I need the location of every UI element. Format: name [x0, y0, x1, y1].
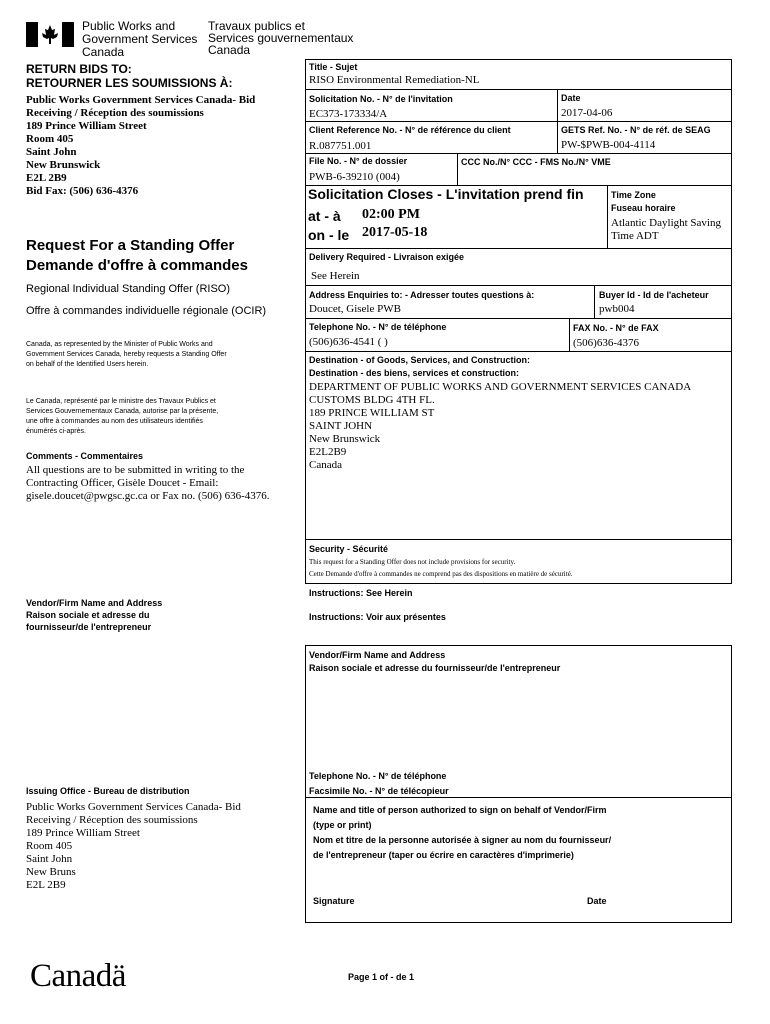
vendor-facsimile-label: Facsimile No. - N° de télécopieur	[309, 786, 449, 796]
security-text-en: This request for a Standing Offer does not include provisions for security.	[309, 558, 516, 566]
vendor-firm-label-en: Vendor/Firm Name and Address	[309, 650, 446, 660]
gets-ref-label: GETS Ref. No. - N° de réf. de SEAG	[561, 125, 711, 135]
comments-label: Comments - Commentaires	[26, 451, 144, 461]
fax-label: FAX No. - N° de FAX	[573, 323, 659, 333]
instructions-en: Instructions: See Herein	[309, 588, 413, 598]
authorized-signer-label: Name and title of person authorized to sign on behalf of Vendor/Firm (type or print) Nom et titre de la personne autorisée à signer au nom du fournisseur/ de l'entrepreneur (taper ou écrire en caractères d'imprimerie)	[313, 805, 612, 860]
signature-label: Signature	[313, 896, 355, 906]
buyer-id-label: Buyer Id - Id de l'acheteur	[599, 290, 709, 300]
at-label: at - à	[308, 208, 341, 224]
client-ref-label: Client Reference No. - N° de référence du client	[309, 125, 511, 135]
fax-value: (506)636-4376	[573, 337, 639, 349]
comments-text: All questions are to be submitted in writing to the Contracting Officer, Gisèle Doucet - Email: gisele.doucet@pwgsc.gc.ca or Fax no. (506) 636-4376.	[26, 464, 270, 502]
destination-label-en: Destination - of Goods, Services, and Construction:	[309, 355, 531, 365]
file-no-value: PWB-6-39210 (004)	[309, 171, 400, 183]
solicitation-no-value: EC373-173334/A	[309, 108, 388, 120]
issuing-office-label: Issuing Office - Bureau de distribution	[26, 786, 190, 796]
page-title: Request For a Standing Offer Demande d'offre à commandes	[26, 237, 248, 274]
vendor-firm-box	[305, 645, 732, 923]
destination-label-fr: Destination - des biens, services et construction:	[309, 368, 520, 378]
request-subtitle-en: Regional Individual Standing Offer (RISO)	[26, 283, 231, 295]
buyer-id-value: pwb004	[599, 303, 635, 315]
signature-date-label: Date	[587, 896, 607, 906]
gets-ref-value: PW-$PWB-004-4114	[561, 139, 656, 151]
request-subtitle-fr: Offre à commandes individuelle régionale (OCIR)	[26, 305, 267, 317]
canada-flag-icon	[26, 22, 74, 47]
security-text-fr: Cette Demande d'offre à commandes ne comprend pas des dispositions en matière de sécurité.	[309, 570, 573, 578]
address-enquiries-value: Doucet, Gisele PWB	[309, 303, 401, 315]
canada-wordmark-logo: Canadä	[30, 958, 126, 994]
return-bids-title: RETURN BIDS TO: RETOURNER LES SOUMISSIONS À:	[26, 62, 233, 90]
solicitation-closes-title: Solicitation Closes - L'invitation prend fin	[308, 186, 584, 202]
solicitation-no-label: Solicitation No. - N° de l'invitation	[309, 94, 453, 104]
department-name-en: Public Works and Government Services Canada	[82, 19, 198, 59]
vendor-firm-label-fr: Raison sociale et adresse du fournisseur/de l'entrepreneur	[309, 663, 561, 673]
intro-text-en: Canada, as represented by the Minister of Public Works and Government Services Canada, hereby requests a Standing Offer on behalf of the Identified Users herein.	[26, 341, 227, 368]
delivery-label: Delivery Required - Livraison exigée	[309, 252, 465, 262]
title-label: Title - Sujet	[309, 62, 358, 72]
closing-time-value: 02:00 PM	[362, 207, 420, 222]
vendor-telephone-label: Telephone No. - N° de téléphone	[309, 771, 447, 781]
vendor-firm-label-left: Vendor/Firm Name and Address Raison sociale et adresse du fournisseur/de l'entrepreneur	[26, 598, 163, 632]
intro-text-fr: Le Canada, représenté par le ministre des Travaux Publics et Services Gouvernementaux Canada, autorise par la présente, une offre à commandes au nom des utilisateurs identifiés énumérés ci-après.	[26, 398, 219, 435]
title-value: RISO Environmental Remediation-NL	[309, 74, 480, 86]
issuing-office-address: Public Works Government Services Canada- Bid Receiving / Réception des soumissions 189 Prince William Street Room 405 Saint John New Bruns E2L 2B9	[26, 801, 241, 891]
return-bids-address: Public Works Government Services Canada- Bid Receiving / Réception des soumissions 189 Prince William Street Room 405 Saint John New Brunswick E2L 2B9 Bid Fax: (506) 636-4376	[26, 94, 256, 197]
telephone-value: (506)636-4541 ( )	[309, 336, 388, 348]
ccc-no-label: CCC No./N° CCC - FMS No./N° VME	[461, 157, 611, 167]
security-label: Security - Sécurité	[309, 544, 389, 554]
department-name-fr: Travaux publics et Services gouvernementaux Canada	[208, 19, 354, 57]
date-value: 2017-04-06	[561, 107, 613, 119]
telephone-label: Telephone No. - N° de téléphone	[309, 322, 447, 332]
destination-address: DEPARTMENT OF PUBLIC WORKS AND GOVERNMENT SERVICES CANADA CUSTOMS BLDG 4TH FL. 189 PRINCE WILLIAM ST SAINT JOHN New Brunswick E2L2B9 Canada	[309, 381, 692, 471]
closing-date-value: 2017-05-18	[362, 225, 428, 240]
page-number: Page 1 of - de 1	[348, 972, 415, 982]
on-label: on - le	[308, 227, 350, 243]
instructions-fr: Instructions: Voir aux présentes	[309, 612, 446, 622]
delivery-value: See Herein	[311, 270, 360, 282]
time-zone-label: Time Zone Fuseau horaire	[611, 190, 676, 213]
time-zone-value: Atlantic Daylight Saving Time ADT	[611, 217, 721, 242]
file-no-label: File No. - N° de dossier	[309, 156, 408, 166]
client-ref-value: R.087751.001	[309, 140, 372, 152]
address-enquiries-label: Address Enquiries to: - Adresser toutes questions à:	[309, 290, 535, 300]
date-label: Date	[561, 93, 581, 103]
